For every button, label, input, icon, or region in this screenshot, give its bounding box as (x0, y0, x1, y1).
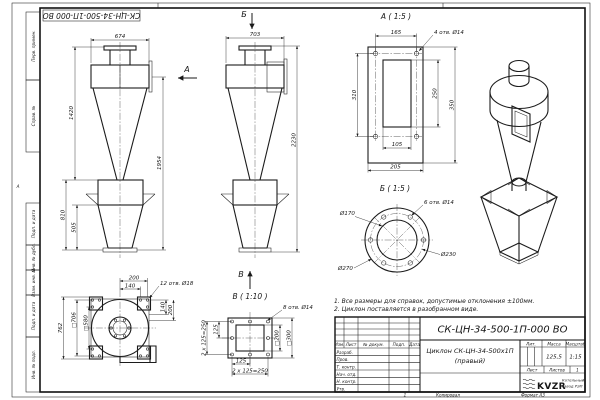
dim-v-chain-bottom: 2 x 125=250 (232, 368, 268, 375)
view-arrow-v-label: В (238, 270, 244, 279)
tb-company-line2: завод РЭП (562, 383, 583, 389)
label-inv-dubl: Инв. № дубл. (31, 243, 36, 272)
dim-b-d270: Ø270 (338, 266, 353, 272)
tb-header-list: Лист (345, 342, 357, 347)
frame-left-labels (26, 12, 40, 392)
isometric-view (481, 61, 557, 265)
title-block (335, 317, 586, 392)
dim-front-1420: 1420 (69, 106, 75, 120)
tb-sheets-value: 1 (576, 367, 579, 373)
dim-left-580: □580 (83, 315, 90, 331)
footer-format: Формат А3 (521, 392, 545, 398)
zone-letter: А (16, 184, 20, 189)
view-arrow-a-label: А (184, 65, 190, 74)
top-left-stamp (43, 10, 141, 21)
tb-name-line2: (правый) (454, 357, 486, 365)
view-a-title: А ( 1:5 ) (380, 12, 412, 21)
label-inv-podl: Инв. № подл. (31, 350, 36, 379)
dim-top-200: 200 (128, 275, 140, 282)
view-b-flange (337, 184, 456, 276)
tb-role-prov: Пров. (336, 357, 349, 363)
dim-a-105: 105 (391, 142, 403, 148)
dim-v-sq200: □200 (274, 330, 281, 346)
front-view (61, 34, 198, 258)
tb-scale-value: 1:15 (569, 354, 582, 361)
tb-name-line1: Циклон СК-ЦН-34-500х1П (426, 347, 514, 355)
view-v-holes-callout: 8 отв. Ø14 (283, 305, 313, 311)
top-view-holes-callout: 12 отв. Ø18 (160, 281, 194, 287)
dim-a-165: 165 (390, 30, 402, 36)
dim-left-706: □706 (71, 312, 78, 328)
dim-front-width: 674 (114, 34, 126, 40)
label-podp-data-1: Подп. и дата (31, 209, 36, 239)
tb-header-izm: Изм. (334, 342, 345, 347)
footer-zone: 1 (403, 392, 407, 398)
tb-role-nachotd: Нач. отд. (336, 371, 357, 377)
note-1: 1. Все размеры для справок, допустимые отклонения ±100мм. (334, 298, 535, 305)
label-sprav-no: Справ. № (31, 105, 36, 127)
tb-mass-label: Масса (547, 341, 561, 347)
side-view (221, 10, 300, 289)
label-perv-primen: Перв. примен. (31, 30, 36, 62)
tb-role-nkontr: Н. контр. (336, 379, 357, 385)
dim-side-height: 2230 (291, 133, 298, 147)
view-a-holes-callout: 4 отв. Ø14 (434, 30, 464, 36)
dim-v-125-left: 125 (213, 324, 220, 335)
view-v-title: В ( 1:10 ) (232, 292, 268, 301)
dim-v-chain-left: 2 x 125=250 (201, 320, 208, 356)
logo-text: KVZR (537, 382, 566, 392)
dim-side-width: 703 (249, 32, 261, 38)
tb-company-line1: Котельный (562, 377, 585, 383)
tb-sheet-label: Лист (526, 367, 538, 373)
dim-front-810: 810 (60, 209, 67, 221)
dim-right-140: 140 (160, 301, 167, 313)
view-b-holes-callout: 6 отв. Ø14 (424, 200, 454, 206)
footer-kopiroval: Копировал (436, 392, 460, 398)
tb-header-podp: Подп. (392, 342, 406, 347)
dim-v-sq300: □300 (286, 330, 293, 346)
view-arrow-b-label: Б (241, 10, 247, 19)
dim-b-d170: Ø170 (340, 211, 355, 217)
tb-role-tkontr: Т. контр. (336, 364, 356, 370)
tb-scale-label: Масштаб (565, 341, 586, 347)
note-2: 2. Циклон поставляется в разобранном виде. (334, 306, 479, 313)
dim-left-762: 762 (58, 322, 64, 334)
label-podp-data-2: Подп. и дата (31, 301, 36, 331)
tb-mass-value: 125,5 (546, 354, 562, 361)
label-vzam-inv: Взам. инв. № (31, 268, 36, 297)
dim-front-1954: 1954 (157, 156, 163, 170)
dim-b-d230: Ø230 (441, 252, 456, 258)
dim-a-205: 205 (390, 164, 401, 171)
dim-top-140: 140 (124, 283, 136, 290)
tb-role-utv: Утв. (336, 386, 346, 392)
dim-a-310: 310 (352, 89, 358, 101)
tb-header-data: Дата (409, 342, 420, 347)
tb-sheets-label: Листов (549, 367, 565, 373)
top-view-volute (58, 276, 194, 367)
view-b-title: Б ( 1:5 ) (379, 184, 411, 193)
sheet-frame (12, 3, 590, 397)
company-logo (523, 379, 566, 392)
tb-header-doc: № докум. (363, 342, 384, 347)
tb-role-razrab: Разраб. (336, 349, 353, 355)
dim-a-350: 350 (449, 99, 456, 111)
notes (334, 298, 534, 313)
dim-front-505: 505 (71, 222, 78, 233)
dim-right-200: 200 (168, 304, 174, 316)
view-v-flange (202, 292, 314, 377)
view-a-flange (352, 12, 464, 173)
tb-lit-label: Лит. (526, 341, 536, 347)
dim-a-250: 250 (432, 88, 439, 99)
dim-v-125-bottom: 125 (235, 358, 247, 365)
stamp-doc-number: СК-ЦН-34-500-1П-000 ВО (42, 10, 141, 20)
tb-doc-number: СК-ЦН-34-500-1П-000 ВО (437, 324, 568, 336)
